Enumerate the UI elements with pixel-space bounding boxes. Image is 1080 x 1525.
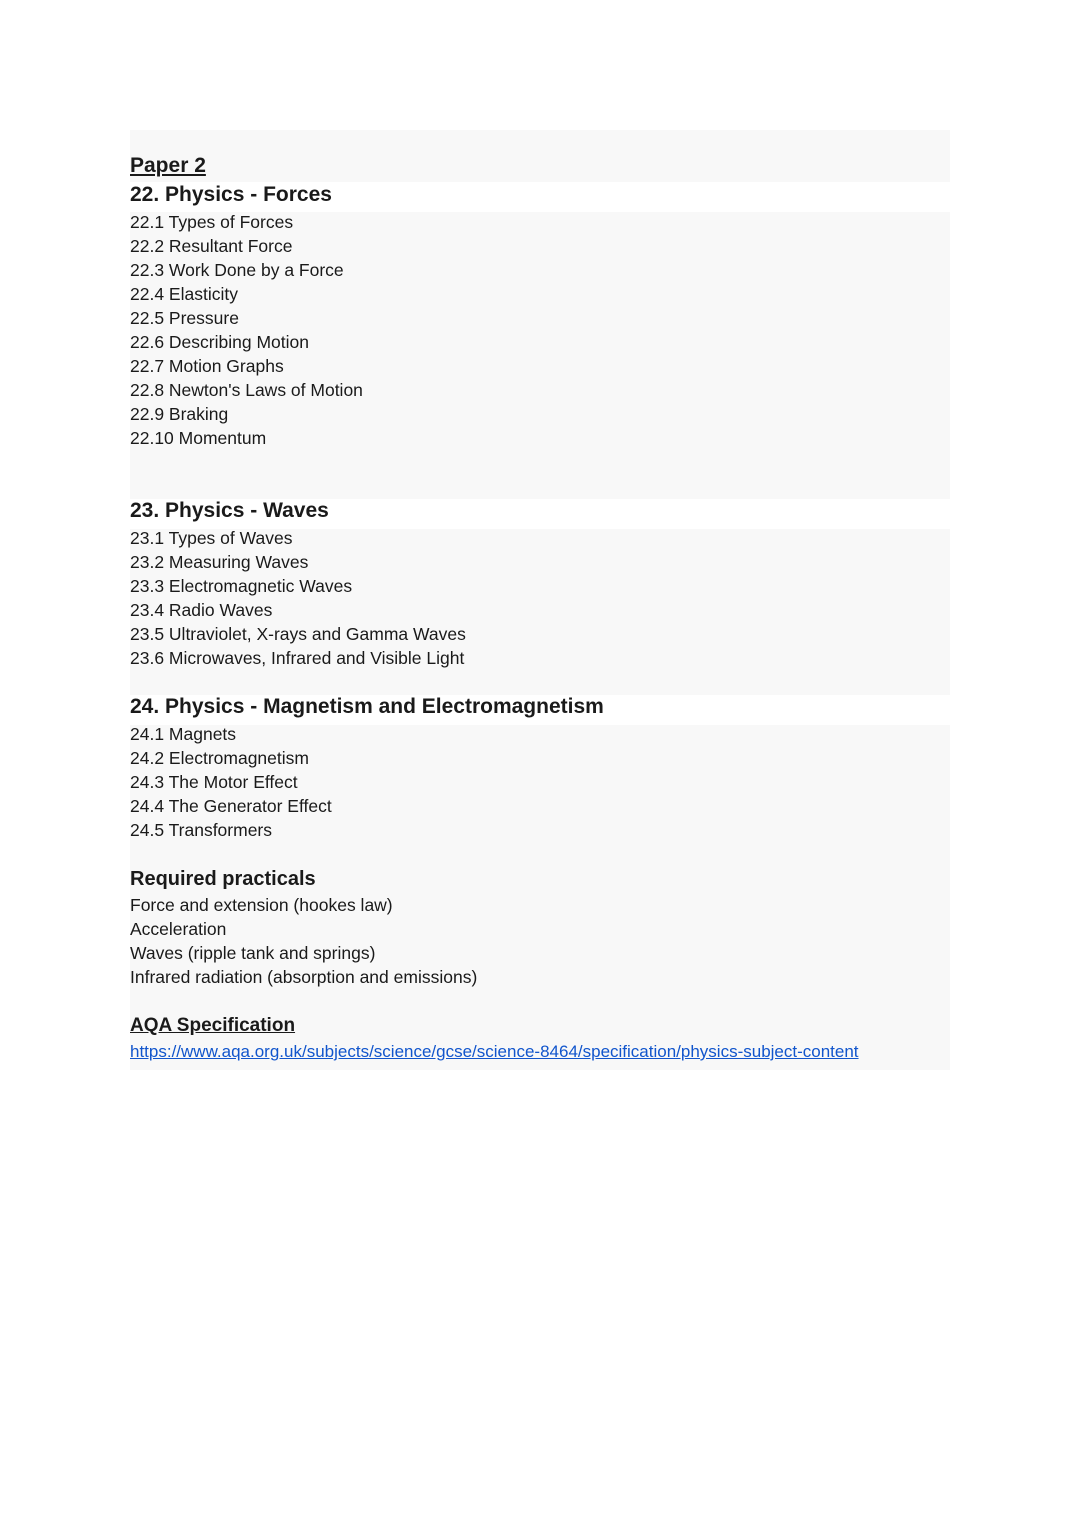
list-item: 23.4 Radio Waves	[130, 600, 273, 620]
list-item: 23.5 Ultraviolet, X-rays and Gamma Waves	[130, 624, 466, 644]
list-item: 23.2 Measuring Waves	[130, 552, 309, 572]
section-list-forces	[130, 210, 363, 450]
list-item: 24.2 Electromagnetism	[130, 748, 309, 768]
list-item: 22.9 Braking	[130, 404, 229, 424]
list-item: 22.3 Work Done by a Force	[130, 260, 344, 280]
list-item: 24.4 The Generator Effect	[130, 796, 332, 816]
list-item: 24.3 The Motor Effect	[130, 772, 298, 792]
list-item: Waves (ripple tank and springs)	[130, 943, 376, 963]
section-title-magnetism: 24. Physics - Magnetism and Electromagnetism	[130, 695, 604, 718]
list-item: Force and extension (hookes law)	[130, 895, 393, 915]
list-item: 22.10 Momentum	[130, 428, 267, 448]
list-item: 22.7 Motion Graphs	[130, 356, 284, 376]
practicals-title: Required practicals	[130, 868, 316, 890]
section-list-magnetism	[130, 722, 332, 842]
specification-link[interactable]: https://www.aqa.org.uk/subjects/science/gcse/science-8464/specification/physics-subject-content	[130, 1042, 859, 1061]
specification-title: AQA Specification	[130, 1015, 296, 1036]
list-item: 22.4 Elasticity	[130, 284, 238, 304]
list-item: 22.8 Newton's Laws of Motion	[130, 380, 363, 400]
paper-title: Paper 2	[130, 154, 206, 177]
section-title-forces: 22. Physics - Forces	[130, 183, 332, 206]
list-item: 22.1 Types of Forces	[130, 212, 294, 232]
list-item: 23.6 Microwaves, Infrared and Visible Light	[130, 648, 465, 668]
section-list-waves	[130, 526, 466, 670]
list-item: Infrared radiation (absorption and emissions)	[130, 967, 478, 987]
document-panel	[130, 130, 950, 1070]
list-item: 22.2 Resultant Force	[130, 236, 293, 256]
list-item: 22.6 Describing Motion	[130, 332, 309, 352]
list-item: 22.5 Pressure	[130, 308, 239, 328]
list-item: 24.5 Transformers	[130, 820, 272, 840]
list-item: Acceleration	[130, 919, 227, 939]
list-item: 23.3 Electromagnetic Waves	[130, 576, 353, 596]
practicals-list	[130, 893, 477, 989]
section-title-waves: 23. Physics - Waves	[130, 499, 329, 522]
list-item: 23.1 Types of Waves	[130, 528, 293, 548]
list-item: 24.1 Magnets	[130, 724, 237, 744]
